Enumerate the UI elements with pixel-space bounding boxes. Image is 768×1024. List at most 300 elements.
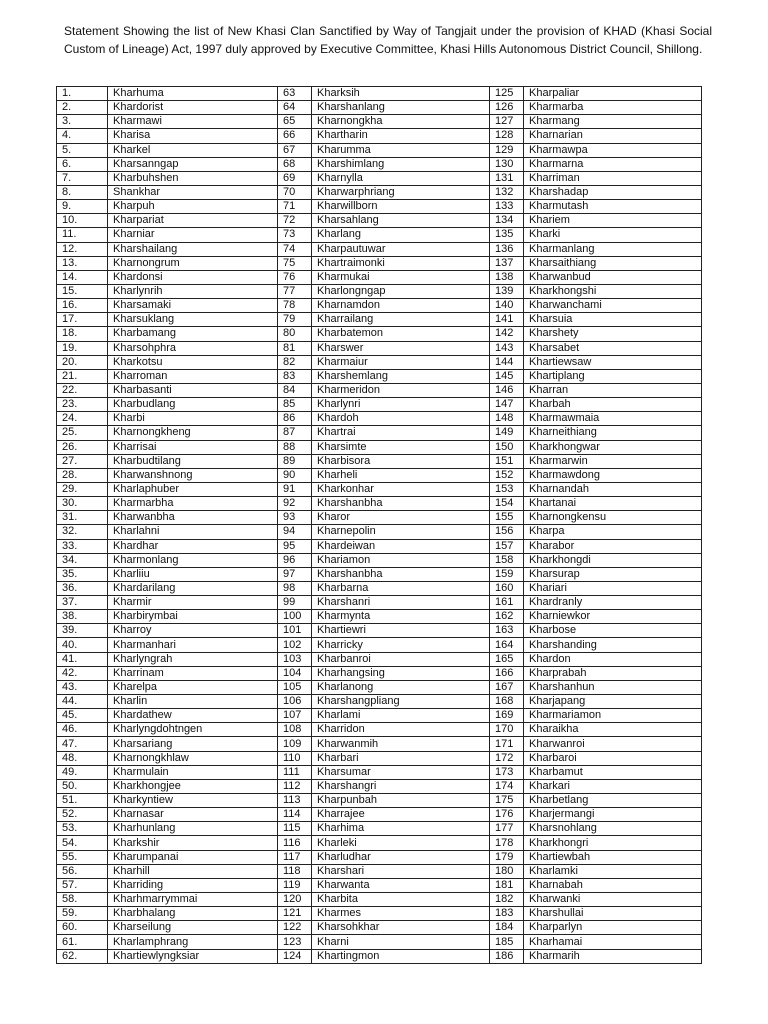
clan-name-cell: Kharsumar [312,765,490,779]
clan-name-cell: Kharjermangi [524,808,702,822]
clan-name-cell: Kharki [524,228,702,242]
serial-number-cell: 119 [278,878,312,892]
table-row [57,214,702,228]
clan-name-cell: Kharbuhshen [108,171,278,185]
clan-name-cell: Kharnongkheng [108,426,278,440]
serial-number-cell: 135 [490,228,524,242]
serial-number-cell: 93 [278,511,312,525]
serial-number-cell: 173 [490,765,524,779]
serial-number-cell: 21. [57,369,108,383]
clan-name-cell: Kharpaliar [524,87,702,101]
clan-name-cell: Kharwanta [312,878,490,892]
serial-number-cell: 45. [57,709,108,723]
clan-name-cell: Kharshailang [108,242,278,256]
serial-number-cell: 108 [278,723,312,737]
table-row [57,624,702,638]
serial-number-cell: 163 [490,624,524,638]
clan-name-cell: Kharmarih [524,949,702,963]
clan-name-cell: Khartiewbah [524,850,702,864]
serial-number-cell: 157 [490,539,524,553]
clan-name-cell: Kharshari [312,864,490,878]
serial-number-cell: 2. [57,101,108,115]
clan-name-cell: Kharshanbha [312,497,490,511]
clan-name-cell: Kharwanshnong [108,468,278,482]
serial-number-cell: 148 [490,412,524,426]
serial-number-cell: 87 [278,426,312,440]
clan-name-cell: Kharlanong [312,680,490,694]
clan-name-cell: Kharroy [108,624,278,638]
clan-name-cell: Kharlyngrah [108,652,278,666]
serial-number-cell: 39. [57,624,108,638]
clan-name-cell: Kharkhongwar [524,440,702,454]
clan-name-cell: Kharparlyn [524,921,702,935]
serial-number-cell: 178 [490,836,524,850]
serial-number-cell: 149 [490,426,524,440]
serial-number-cell: 127 [490,115,524,129]
clan-name-cell: Khardon [524,652,702,666]
serial-number-cell: 17. [57,313,108,327]
table-row [57,893,702,907]
serial-number-cell: 117 [278,850,312,864]
serial-number-cell: 146 [490,383,524,397]
serial-number-cell: 145 [490,369,524,383]
clan-name-cell: Kharseilung [108,921,278,935]
serial-number-cell: 63 [278,87,312,101]
clan-name-cell: Kharshanding [524,638,702,652]
serial-number-cell: 29. [57,482,108,496]
clan-name-cell: Kharswer [312,341,490,355]
serial-number-cell: 79 [278,313,312,327]
table-row [57,596,702,610]
clan-name-cell: Kharnongkensu [524,511,702,525]
serial-number-cell: 186 [490,949,524,963]
table-row [57,355,702,369]
serial-number-cell: 151 [490,454,524,468]
serial-number-cell: 11. [57,228,108,242]
clan-name-cell: Khardranly [524,596,702,610]
serial-number-cell: 73 [278,228,312,242]
clan-name-cell: Kharniar [108,228,278,242]
clan-name-cell: Kharlin [108,695,278,709]
clan-name-cell: Kharnongkhlaw [108,751,278,765]
clan-name-cell: Kharhill [108,864,278,878]
clan-name-cell: Kharabor [524,539,702,553]
table-row [57,907,702,921]
table-row [57,313,702,327]
clan-name-cell: Kharlamki [524,864,702,878]
clan-name-cell: Kharwanki [524,893,702,907]
serial-number-cell: 159 [490,567,524,581]
clan-name-cell: Kharrinam [108,666,278,680]
serial-number-cell: 96 [278,553,312,567]
clan-name-cell: Kharnongkha [312,115,490,129]
clan-name-cell: Kharnasar [108,808,278,822]
clan-name-cell: Khartingmon [312,949,490,963]
clan-name-cell: Khariem [524,214,702,228]
serial-number-cell: 175 [490,794,524,808]
clan-name-cell: Kharshanri [312,596,490,610]
serial-number-cell: 50. [57,779,108,793]
clan-name-cell: Kharkotsu [108,355,278,369]
table-row [57,878,702,892]
clan-name-cell: Kharriman [524,171,702,185]
clan-name-cell: Kharkhongri [524,836,702,850]
serial-number-cell: 116 [278,836,312,850]
serial-number-cell: 184 [490,921,524,935]
table-row [57,497,702,511]
clan-name-cell: Kharwillborn [312,200,490,214]
table-row [57,581,702,595]
serial-number-cell: 80 [278,327,312,341]
clan-name-cell: Kharnylla [312,171,490,185]
serial-number-cell: 120 [278,893,312,907]
clan-name-cell: Kharlynri [312,398,490,412]
serial-number-cell: 68 [278,157,312,171]
clan-name-cell: Kharbudlang [108,398,278,412]
table-row [57,610,702,624]
table-row [57,101,702,115]
table-row [57,949,702,963]
clan-name-cell: Kharshanlang [312,101,490,115]
serial-number-cell: 101 [278,624,312,638]
serial-number-cell: 167 [490,680,524,694]
table-row [57,185,702,199]
serial-number-cell: 66 [278,129,312,143]
clan-name-cell: Khartiewri [312,624,490,638]
serial-number-cell: 104 [278,666,312,680]
serial-number-cell: 36. [57,581,108,595]
clan-name-cell: Kharsamaki [108,299,278,313]
clan-name-cell: Kharbose [524,624,702,638]
clan-name-cell: Kharsohphra [108,341,278,355]
clan-name-cell: Kharsurap [524,567,702,581]
serial-number-cell: 99 [278,596,312,610]
table-row [57,921,702,935]
serial-number-cell: 6. [57,157,108,171]
clan-name-cell: Kharricky [312,638,490,652]
serial-number-cell: 102 [278,638,312,652]
clan-name-cell: Kharaikha [524,723,702,737]
clan-name-cell: Kharlamphrang [108,935,278,949]
clan-name-cell: Kharwanmih [312,737,490,751]
clan-name-cell: Kharrailang [312,313,490,327]
clan-name-cell: Kharpautuwar [312,242,490,256]
clan-name-cell: Khardonsi [108,270,278,284]
serial-number-cell: 18. [57,327,108,341]
clan-name-cell: Kharhmarrymmai [108,893,278,907]
serial-number-cell: 134 [490,214,524,228]
clan-name-cell: Shankhar [108,185,278,199]
serial-number-cell: 25. [57,426,108,440]
serial-number-cell: 92 [278,497,312,511]
clan-name-cell: Kharleki [312,836,490,850]
serial-number-cell: 43. [57,680,108,694]
serial-number-cell: 139 [490,284,524,298]
clan-name-cell: Kharnandah [524,482,702,496]
clan-name-cell: Kharprabah [524,666,702,680]
clan-name-cell: Kharran [524,383,702,397]
clan-name-cell: Kharmonlang [108,553,278,567]
clan-table-body [57,87,702,964]
clan-name-cell: Khartanai [524,497,702,511]
serial-number-cell: 1. [57,87,108,101]
table-row [57,709,702,723]
serial-number-cell: 172 [490,751,524,765]
table-row [57,822,702,836]
serial-number-cell: 177 [490,822,524,836]
serial-number-cell: 165 [490,652,524,666]
clan-name-cell: Kharwanchami [524,299,702,313]
serial-number-cell: 110 [278,751,312,765]
serial-number-cell: 31. [57,511,108,525]
serial-number-cell: 138 [490,270,524,284]
clan-name-cell: Kharshanbha [312,567,490,581]
table-row [57,115,702,129]
serial-number-cell: 24. [57,412,108,426]
clan-name-cell: Kharnepolin [312,525,490,539]
clan-name-cell: Khardathew [108,709,278,723]
clan-name-cell: Kharheli [312,468,490,482]
serial-number-cell: 137 [490,256,524,270]
serial-number-cell: 60. [57,921,108,935]
clan-name-cell: Kharshimlang [312,157,490,171]
clan-name-cell: Kharjapang [524,695,702,709]
clan-name-cell: Kharsimte [312,440,490,454]
clan-name-cell: Khartiplang [524,369,702,383]
clan-name-cell: Kharhamai [524,935,702,949]
table-row [57,341,702,355]
clan-name-cell: Khardoh [312,412,490,426]
serial-number-cell: 16. [57,299,108,313]
clan-name-cell: Khartrai [312,426,490,440]
table-row [57,553,702,567]
table-row [57,638,702,652]
table-row [57,864,702,878]
serial-number-cell: 64 [278,101,312,115]
serial-number-cell: 78 [278,299,312,313]
serial-number-cell: 57. [57,878,108,892]
clan-name-cell: Kharshullai [524,907,702,921]
table-row [57,808,702,822]
clan-name-cell: Kharshangpliang [312,695,490,709]
table-row [57,850,702,864]
clan-name-cell: Kharbanroi [312,652,490,666]
serial-number-cell: 52. [57,808,108,822]
serial-number-cell: 86 [278,412,312,426]
clan-name-cell: Kharbatemon [312,327,490,341]
serial-number-cell: 105 [278,680,312,694]
clan-name-cell: Kharelpa [108,680,278,694]
clan-name-cell: Kharkhongshi [524,284,702,298]
serial-number-cell: 71 [278,200,312,214]
serial-number-cell: 35. [57,567,108,581]
serial-number-cell: 55. [57,850,108,864]
serial-number-cell: 48. [57,751,108,765]
table-row [57,680,702,694]
clan-name-cell: Kharbaroi [524,751,702,765]
clan-name-cell: Kharkshir [108,836,278,850]
clan-name-cell: Kharkhongjee [108,779,278,793]
clan-name-cell: Kharlahni [108,525,278,539]
table-row [57,765,702,779]
clan-name-cell: Kharhangsing [312,666,490,680]
serial-number-cell: 51. [57,794,108,808]
serial-number-cell: 161 [490,596,524,610]
serial-number-cell: 76 [278,270,312,284]
clan-name-cell: Kharhuma [108,87,278,101]
clan-name-cell: Kharlyngdohtngen [108,723,278,737]
serial-number-cell: 113 [278,794,312,808]
table-row [57,751,702,765]
table-row [57,836,702,850]
serial-number-cell: 34. [57,553,108,567]
serial-number-cell: 94 [278,525,312,539]
serial-number-cell: 185 [490,935,524,949]
clan-name-cell: Khardarilang [108,581,278,595]
clan-name-cell: Kharshemlang [312,369,490,383]
serial-number-cell: 47. [57,737,108,751]
table-row [57,539,702,553]
clan-name-cell: Kharneithiang [524,426,702,440]
serial-number-cell: 65 [278,115,312,129]
clan-name-cell: Kharmawmaia [524,412,702,426]
serial-number-cell: 77 [278,284,312,298]
table-row [57,398,702,412]
clan-name-cell: Khartharin [312,129,490,143]
serial-number-cell: 155 [490,511,524,525]
clan-name-cell: Kharnarian [524,129,702,143]
clan-name-cell: Kharbi [108,412,278,426]
clan-name-cell: Kharmutash [524,200,702,214]
serial-number-cell: 123 [278,935,312,949]
table-row [57,794,702,808]
serial-number-cell: 112 [278,779,312,793]
serial-number-cell: 106 [278,695,312,709]
table-row [57,299,702,313]
clan-name-cell: Kharmaiur [312,355,490,369]
serial-number-cell: 142 [490,327,524,341]
serial-number-cell: 124 [278,949,312,963]
serial-number-cell: 46. [57,723,108,737]
serial-number-cell: 42. [57,666,108,680]
serial-number-cell: 75 [278,256,312,270]
clan-name-cell: Kharbetlang [524,794,702,808]
clan-name-cell: Kharmarba [524,101,702,115]
serial-number-cell: 147 [490,398,524,412]
serial-number-cell: 168 [490,695,524,709]
serial-number-cell: 97 [278,567,312,581]
clan-name-cell: Khartiewsaw [524,355,702,369]
clan-name-cell: Kharlang [312,228,490,242]
clan-name-cell: Kharsnohlang [524,822,702,836]
clan-name-cell: Kharbisora [312,454,490,468]
clan-name-cell: Kharbamut [524,765,702,779]
serial-number-cell: 82 [278,355,312,369]
serial-number-cell: 180 [490,864,524,878]
clan-name-cell: Kharpuh [108,200,278,214]
clan-name-cell: Khariamon [312,553,490,567]
serial-number-cell: 129 [490,143,524,157]
clan-name-cell: Kharlaphuber [108,482,278,496]
serial-number-cell: 83 [278,369,312,383]
clan-name-cell: Kharbudtilang [108,454,278,468]
clan-name-cell: Kharmang [524,115,702,129]
statement-heading: Statement Showing the list of New Khasi Clan Sanctified by Way of Tangjait under the provision of KHAD (Khasi Social Custom of Lineage) Act, 1997 duly approved by Executive Committee, Khasi Hills Autonomous District Council, Shillong. [64,24,712,56]
clan-name-cell: Kharshanhun [524,680,702,694]
clan-name-cell: Kharbah [524,398,702,412]
clan-name-cell: Kharnongrum [108,256,278,270]
table-row [57,440,702,454]
serial-number-cell: 143 [490,341,524,355]
clan-name-cell: Kharbari [312,751,490,765]
clan-name-cell: Kharmarbha [108,497,278,511]
clan-name-cell: Kharsariang [108,737,278,751]
clan-name-cell: Kharmawpa [524,143,702,157]
serial-number-cell: 125 [490,87,524,101]
serial-number-cell: 84 [278,383,312,397]
clan-name-cell: Kharrisai [108,440,278,454]
serial-number-cell: 27. [57,454,108,468]
clan-name-cell: Kharkari [524,779,702,793]
serial-number-cell: 114 [278,808,312,822]
clan-name-cell: Kharbhalang [108,907,278,921]
clan-name-cell: Kharlynrih [108,284,278,298]
serial-number-cell: 33. [57,539,108,553]
serial-number-cell: 41. [57,652,108,666]
clan-name-cell: Kharmarna [524,157,702,171]
serial-number-cell: 98 [278,581,312,595]
serial-number-cell: 171 [490,737,524,751]
clan-name-cell: Khariari [524,581,702,595]
serial-number-cell: 153 [490,482,524,496]
clan-name-cell: Kharni [312,935,490,949]
table-row [57,935,702,949]
serial-number-cell: 89 [278,454,312,468]
serial-number-cell: 170 [490,723,524,737]
serial-number-cell: 169 [490,709,524,723]
serial-number-cell: 144 [490,355,524,369]
serial-number-cell: 152 [490,468,524,482]
clan-name-cell: Kharkhongdi [524,553,702,567]
clan-name-cell: Kharpunbah [312,794,490,808]
serial-number-cell: 160 [490,581,524,595]
clan-name-cell: Khartraimonki [312,256,490,270]
clan-name-cell: Kharmanhari [108,638,278,652]
serial-number-cell: 176 [490,808,524,822]
serial-number-cell: 166 [490,666,524,680]
table-row [57,171,702,185]
serial-number-cell: 53. [57,822,108,836]
clan-name-cell: Kharor [312,511,490,525]
clan-name-cell: Kharisa [108,129,278,143]
clan-name-cell: Kharsabet [524,341,702,355]
serial-number-cell: 14. [57,270,108,284]
table-row [57,242,702,256]
clan-name-cell: Kharmanlang [524,242,702,256]
table-row [57,270,702,284]
serial-number-cell: 4. [57,129,108,143]
clan-name-cell: Khardeiwan [312,539,490,553]
serial-number-cell: 131 [490,171,524,185]
table-row [57,525,702,539]
clan-name-cell: Kharbita [312,893,490,907]
serial-number-cell: 38. [57,610,108,624]
serial-number-cell: 3. [57,115,108,129]
clan-name-cell: Kharwanroi [524,737,702,751]
serial-number-cell: 9. [57,200,108,214]
serial-number-cell: 179 [490,850,524,864]
table-row [57,779,702,793]
